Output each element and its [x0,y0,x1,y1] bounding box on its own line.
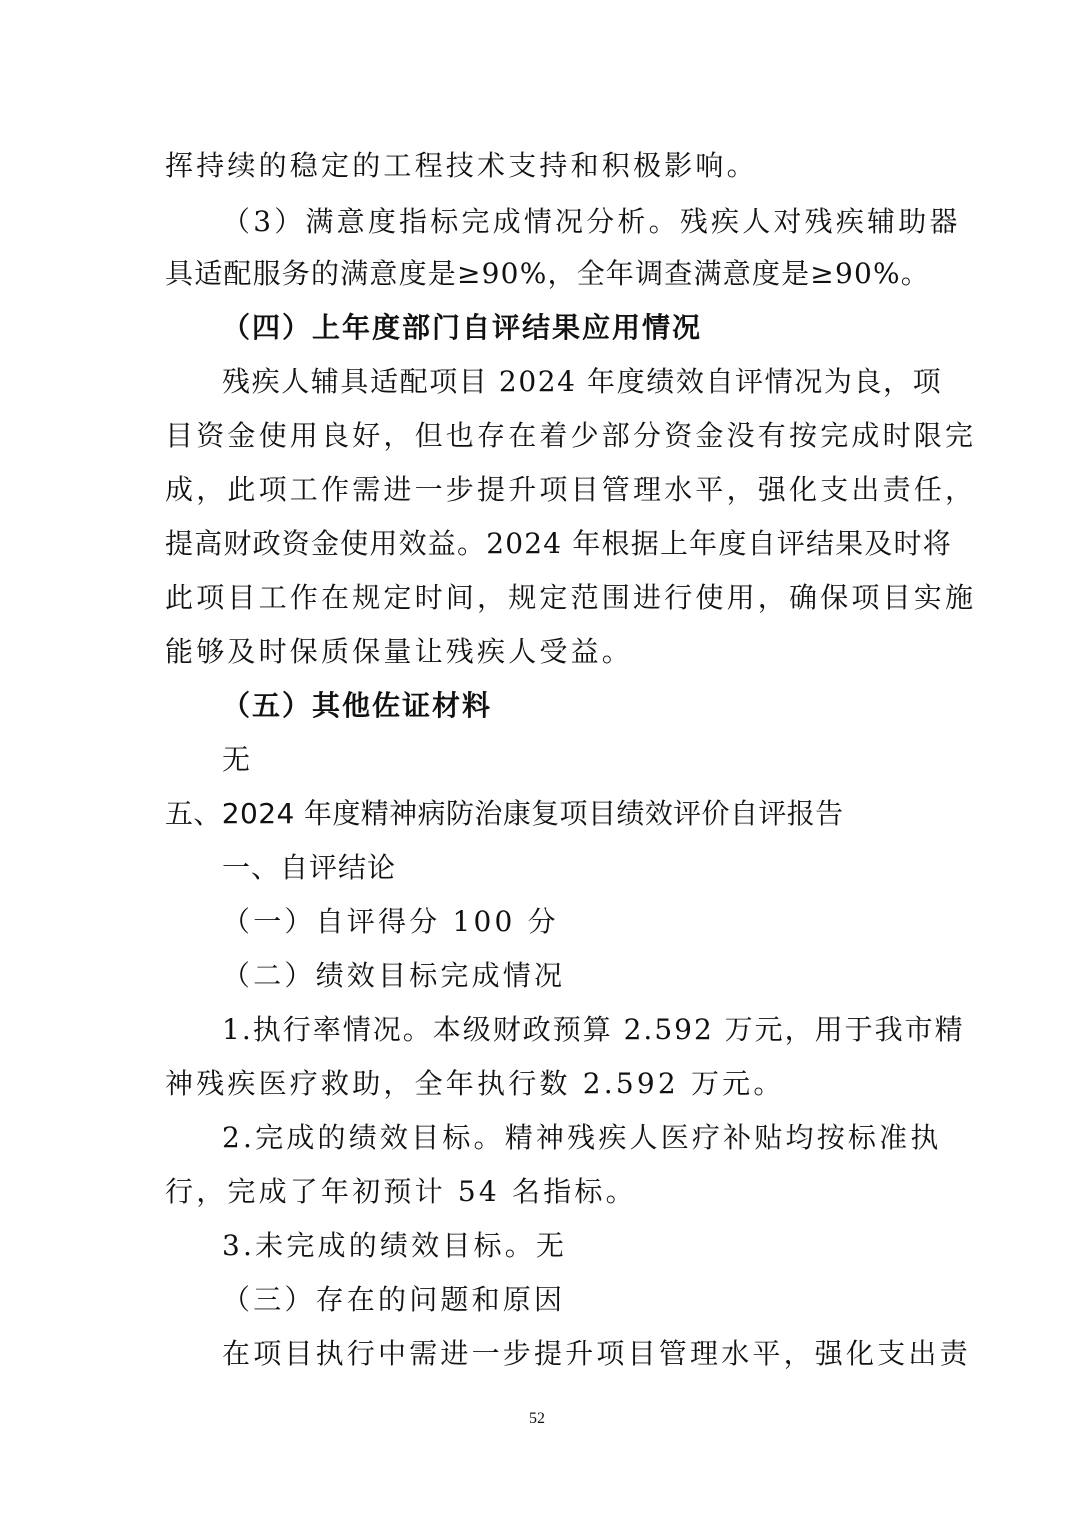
body-line: 残疾人辅具适配项目 2024 年度绩效自评情况为良，项 [222,365,943,398]
subheading-five: （五）其他佐证材料 [222,689,493,722]
body-line: 1.执行率情况。本级财政预算 2.592 万元，用于我市精 [222,1013,965,1046]
body-line: 行，完成了年初预计 54 名指标。 [165,1175,637,1208]
body-line: 目资金使用良好，但也存在着少部分资金没有按完成时限完 [165,419,977,452]
body-line: （三）存在的问题和原因 [222,1283,566,1316]
page-number: 52 [529,1410,545,1427]
body-line: 神残疾医疗救助，全年执行数 2.592 万元。 [165,1067,785,1100]
body-line: 2.完成的绩效目标。精神残疾人医疗补贴均按标准执 [222,1121,942,1154]
body-line: （3）满意度指标完成情况分析。残疾人对残疾辅助器 [222,205,961,238]
body-line: 提高财政资金使用效益。2024 年根据上年度自评结果及时将 [165,527,952,560]
body-line: （一）自评得分 100 分 [222,905,559,938]
body-line: 3.未完成的绩效目标。无 [222,1229,568,1262]
section-title: 五、2024 年度精神病防治康复项目绩效评价自评报告 [165,797,844,830]
subheading-four: （四）上年度部门自评结果应用情况 [222,311,703,344]
body-line: 此项目工作在规定时间，规定范围进行使用，确保项目实施 [165,581,977,614]
body-line: 无 [222,743,254,776]
body-line: （二）绩效目标完成情况 [222,959,566,992]
heading-one: 一、自评结论 [222,851,397,884]
body-line: 成，此项工作需进一步提升项目管理水平，强化支出责任， [165,473,977,506]
body-line: 挥持续的稳定的工程技术支持和积极影响。 [165,149,758,182]
body-line: 具适配服务的满意度是≥90%，全年调查满意度是≥90%。 [165,257,930,290]
body-line: 能够及时保质保量让残疾人受益。 [165,635,634,668]
body-line: 在项目执行中需进一步提升项目管理水平，强化支出责 [222,1337,971,1370]
